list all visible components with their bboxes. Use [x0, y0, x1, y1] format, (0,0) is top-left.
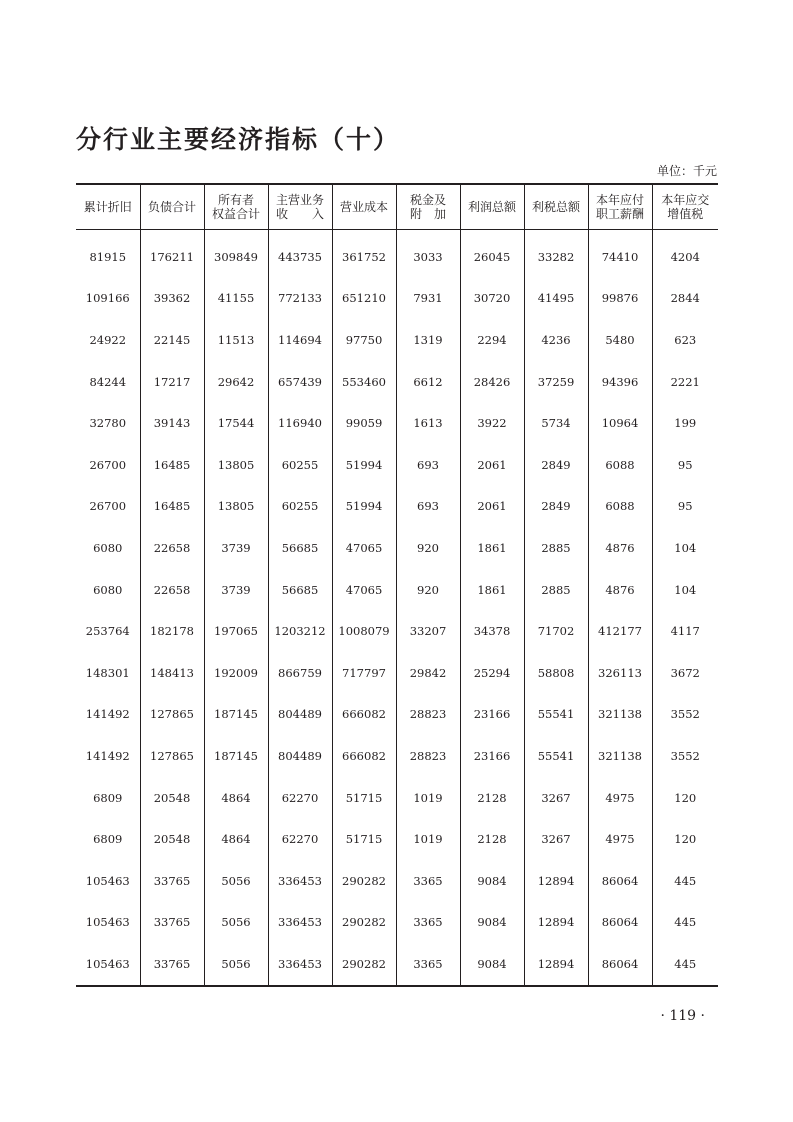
table-cell: 60255	[268, 486, 332, 528]
column-header-line: 所有者	[217, 193, 254, 207]
table-cell: 41155	[204, 278, 268, 320]
table-cell: 60255	[268, 444, 332, 486]
table-cell: 3739	[204, 527, 268, 569]
table-cell: 3365	[396, 860, 460, 902]
table-cell: 105463	[76, 860, 140, 902]
table-cell: 120	[674, 790, 697, 805]
table-cell: 28823	[396, 735, 460, 777]
table-cell: 4975	[588, 777, 652, 819]
column-header	[652, 184, 718, 230]
table-cell: 141492	[76, 694, 140, 736]
table-cell: 34378	[460, 610, 524, 652]
table-cell: 17217	[140, 361, 204, 403]
table-cell: 5056	[204, 943, 268, 986]
table-cell: 5480	[588, 319, 652, 361]
table-header-row	[76, 184, 718, 230]
table-cell: 666082	[332, 735, 396, 777]
table-cell: 74410	[588, 230, 652, 278]
table-cell: 26700	[76, 444, 140, 486]
table-cell: 62270	[268, 777, 332, 819]
unit-label: 单位：千元	[656, 164, 717, 178]
table-cell: 2061	[460, 486, 524, 528]
table-cell: 9084	[460, 943, 524, 986]
column-header	[332, 184, 396, 230]
table-cell: 22145	[140, 319, 204, 361]
table-cell: 6088	[588, 486, 652, 528]
table-cell: 6809	[76, 818, 140, 860]
table-cell: 33765	[140, 943, 204, 986]
table-cell: 24922	[76, 319, 140, 361]
table-cell: 141492	[76, 735, 140, 777]
table-cell: 2849	[524, 486, 588, 528]
page-title: 分行业主要经济指标（十）	[76, 125, 401, 154]
table-cell: 866759	[268, 652, 332, 694]
table-row	[76, 569, 718, 611]
table-cell: 1861	[460, 527, 524, 569]
table-cell: 51994	[332, 486, 396, 528]
table-row	[76, 860, 718, 902]
table-row	[76, 402, 718, 444]
table-cell: 9084	[460, 902, 524, 944]
table-cell: 39362	[140, 278, 204, 320]
column-header-line: 增值税	[667, 207, 704, 221]
table-cell: 4876	[588, 569, 652, 611]
table-cell: 20548	[140, 777, 204, 819]
table-cell: 33282	[524, 230, 588, 278]
column-header	[460, 184, 524, 230]
table-cell: 1319	[396, 319, 460, 361]
table-cell: 47065	[332, 527, 396, 569]
table-cell: 3033	[396, 230, 460, 278]
table-cell: 10964	[588, 402, 652, 444]
table-cell: 120	[674, 832, 697, 847]
table-cell: 772133	[268, 278, 332, 320]
table-row	[76, 818, 718, 860]
table-cell: 2885	[524, 569, 588, 611]
table-cell: 2844	[670, 291, 700, 306]
table-cell: 104	[674, 582, 697, 597]
table-row	[76, 444, 718, 486]
table-cell: 33765	[140, 860, 204, 902]
table-cell: 5056	[204, 902, 268, 944]
table-cell: 199	[674, 416, 697, 431]
table-cell: 6080	[76, 569, 140, 611]
table-cell: 445	[674, 873, 697, 888]
table-cell: 97750	[332, 319, 396, 361]
table-cell: 290282	[332, 943, 396, 986]
column-header-line: 营业成本	[339, 200, 388, 214]
table-row	[76, 278, 718, 320]
table-cell: 25294	[460, 652, 524, 694]
table-cell: 94396	[588, 361, 652, 403]
table-cell: 1861	[460, 569, 524, 611]
table-cell: 12894	[524, 943, 588, 986]
table-cell: 29842	[396, 652, 460, 694]
table-cell: 105463	[76, 943, 140, 986]
table-cell: 127865	[140, 694, 204, 736]
column-header	[204, 184, 268, 230]
table-cell: 5734	[524, 402, 588, 444]
table-row	[76, 652, 718, 694]
column-header	[396, 184, 460, 230]
table-cell: 5056	[204, 860, 268, 902]
table-cell: 192009	[204, 652, 268, 694]
table-cell: 2221	[670, 374, 700, 389]
table-cell: 2061	[460, 444, 524, 486]
table-cell: 28426	[460, 361, 524, 403]
table-cell: 26700	[76, 486, 140, 528]
table-cell: 2128	[460, 818, 524, 860]
table-cell: 412177	[588, 610, 652, 652]
table-cell: 3739	[204, 569, 268, 611]
table-cell: 187145	[204, 735, 268, 777]
table-cell: 11513	[204, 319, 268, 361]
table-cell: 920	[396, 527, 460, 569]
table-cell: 336453	[268, 943, 332, 986]
table-cell: 3267	[524, 777, 588, 819]
table-cell: 81915	[76, 230, 140, 278]
table-cell: 41495	[524, 278, 588, 320]
table-cell: 30720	[460, 278, 524, 320]
table-cell: 693	[396, 486, 460, 528]
column-header-line: 累计折旧	[83, 200, 132, 214]
table-row	[76, 777, 718, 819]
table-cell: 12894	[524, 860, 588, 902]
table-cell: 99059	[332, 402, 396, 444]
table-cell: 693	[396, 444, 460, 486]
table-cell: 657439	[268, 361, 332, 403]
table-cell: 17544	[204, 402, 268, 444]
table-cell: 4864	[204, 777, 268, 819]
table-cell: 26045	[460, 230, 524, 278]
table-row	[76, 943, 718, 986]
table-cell: 3922	[460, 402, 524, 444]
table-row	[76, 694, 718, 736]
table-cell: 39143	[140, 402, 204, 444]
column-header-line: 本年应交	[661, 193, 710, 207]
table-cell: 20548	[140, 818, 204, 860]
table-cell: 37259	[524, 361, 588, 403]
table-cell: 109166	[76, 278, 140, 320]
table-cell: 717797	[332, 652, 396, 694]
table-cell: 6080	[76, 527, 140, 569]
table-cell: 55541	[524, 735, 588, 777]
table-cell: 51994	[332, 444, 396, 486]
table-cell: 28823	[396, 694, 460, 736]
table-cell: 148413	[140, 652, 204, 694]
table-cell: 666082	[332, 694, 396, 736]
table-cell: 182178	[140, 610, 204, 652]
table-cell: 2885	[524, 527, 588, 569]
table-cell: 116940	[268, 402, 332, 444]
table-row	[76, 610, 718, 652]
table-cell: 16485	[140, 444, 204, 486]
table-cell: 321138	[588, 735, 652, 777]
table-cell: 3552	[670, 707, 700, 722]
table-cell: 623	[674, 332, 697, 347]
table-cell: 86064	[588, 902, 652, 944]
table-cell: 326113	[588, 652, 652, 694]
table-cell: 95	[677, 499, 693, 514]
table-cell: 2294	[460, 319, 524, 361]
table-cell: 197065	[204, 610, 268, 652]
column-header	[588, 184, 652, 230]
column-header-line: 主营业务	[275, 193, 324, 207]
column-header-line: 收 入	[275, 207, 324, 221]
table-row	[76, 486, 718, 528]
table-cell: 4236	[524, 319, 588, 361]
table-cell: 4975	[588, 818, 652, 860]
table-cell: 336453	[268, 860, 332, 902]
table-cell: 445	[674, 915, 697, 930]
table-cell: 443735	[268, 230, 332, 278]
column-header	[76, 184, 140, 230]
table-cell: 13805	[204, 486, 268, 528]
table-cell: 9084	[460, 860, 524, 902]
table-cell: 309849	[204, 230, 268, 278]
table-cell: 12894	[524, 902, 588, 944]
column-header-line: 利税总额	[531, 200, 580, 214]
table-cell: 127865	[140, 735, 204, 777]
economic-indicators-table	[76, 183, 718, 987]
table-cell: 1613	[396, 402, 460, 444]
table-cell: 56685	[268, 569, 332, 611]
column-header	[524, 184, 588, 230]
table-cell: 56685	[268, 527, 332, 569]
table-cell: 651210	[332, 278, 396, 320]
table-cell: 176211	[140, 230, 204, 278]
table-cell: 4204	[670, 249, 700, 264]
table-row	[76, 230, 718, 278]
column-header-line: 税金及	[409, 193, 446, 207]
table-row	[76, 902, 718, 944]
table-cell: 23166	[460, 694, 524, 736]
table-cell: 86064	[588, 860, 652, 902]
table-cell: 32780	[76, 402, 140, 444]
table-cell: 3552	[670, 748, 700, 763]
table-cell: 1008079	[332, 610, 396, 652]
table-cell: 290282	[332, 902, 396, 944]
table-cell: 148301	[76, 652, 140, 694]
table-cell: 4117	[670, 624, 700, 639]
table-cell: 22658	[140, 569, 204, 611]
table-cell: 187145	[204, 694, 268, 736]
table-cell: 23166	[460, 735, 524, 777]
table-row	[76, 319, 718, 361]
table-cell: 1019	[396, 777, 460, 819]
table-cell: 336453	[268, 902, 332, 944]
column-header-line: 负债合计	[147, 200, 196, 214]
table-cell: 47065	[332, 569, 396, 611]
table-cell: 71702	[524, 610, 588, 652]
column-header-line: 利润总额	[467, 200, 516, 214]
table-row	[76, 527, 718, 569]
table-cell: 7931	[396, 278, 460, 320]
table-cell: 84244	[76, 361, 140, 403]
table-cell: 99876	[588, 278, 652, 320]
table-cell: 920	[396, 569, 460, 611]
table-cell: 105463	[76, 902, 140, 944]
column-header-line: 本年应付	[595, 193, 644, 207]
table-row	[76, 735, 718, 777]
table-cell: 58808	[524, 652, 588, 694]
table-cell: 2128	[460, 777, 524, 819]
table-row	[76, 361, 718, 403]
table-cell: 4864	[204, 818, 268, 860]
table-cell: 804489	[268, 735, 332, 777]
column-header-line: 权益合计	[211, 207, 260, 221]
table-cell: 3267	[524, 818, 588, 860]
table-cell: 95	[677, 457, 693, 472]
table-cell: 86064	[588, 943, 652, 986]
table-cell: 4876	[588, 527, 652, 569]
table-cell: 321138	[588, 694, 652, 736]
table-cell: 104	[674, 540, 697, 555]
column-header	[140, 184, 204, 230]
table-cell: 114694	[268, 319, 332, 361]
table-body	[76, 230, 718, 986]
table-cell: 3365	[396, 943, 460, 986]
table-cell: 33765	[140, 902, 204, 944]
table-cell: 55541	[524, 694, 588, 736]
column-header-line: 附 加	[409, 207, 446, 221]
table-cell: 1019	[396, 818, 460, 860]
table-cell: 29642	[204, 361, 268, 403]
table-cell: 6612	[396, 361, 460, 403]
column-header-line: 职工薪酬	[595, 207, 644, 221]
table-cell: 6088	[588, 444, 652, 486]
table-cell: 16485	[140, 486, 204, 528]
table-cell: 804489	[268, 694, 332, 736]
table-cell: 1203212	[268, 610, 332, 652]
column-header	[268, 184, 332, 230]
table-cell: 62270	[268, 818, 332, 860]
table-cell: 553460	[332, 361, 396, 403]
table-cell: 3365	[396, 902, 460, 944]
table-cell: 22658	[140, 527, 204, 569]
table-cell: 3672	[670, 665, 700, 680]
table-cell: 445	[674, 956, 697, 971]
table-cell: 51715	[332, 777, 396, 819]
table-cell: 361752	[332, 230, 396, 278]
table-cell: 13805	[204, 444, 268, 486]
table-cell: 253764	[76, 610, 140, 652]
table-cell: 290282	[332, 860, 396, 902]
table-cell: 2849	[524, 444, 588, 486]
page-number: · 119 ·	[660, 1008, 705, 1024]
table-cell: 51715	[332, 818, 396, 860]
table-cell: 6809	[76, 777, 140, 819]
table-cell: 33207	[396, 610, 460, 652]
